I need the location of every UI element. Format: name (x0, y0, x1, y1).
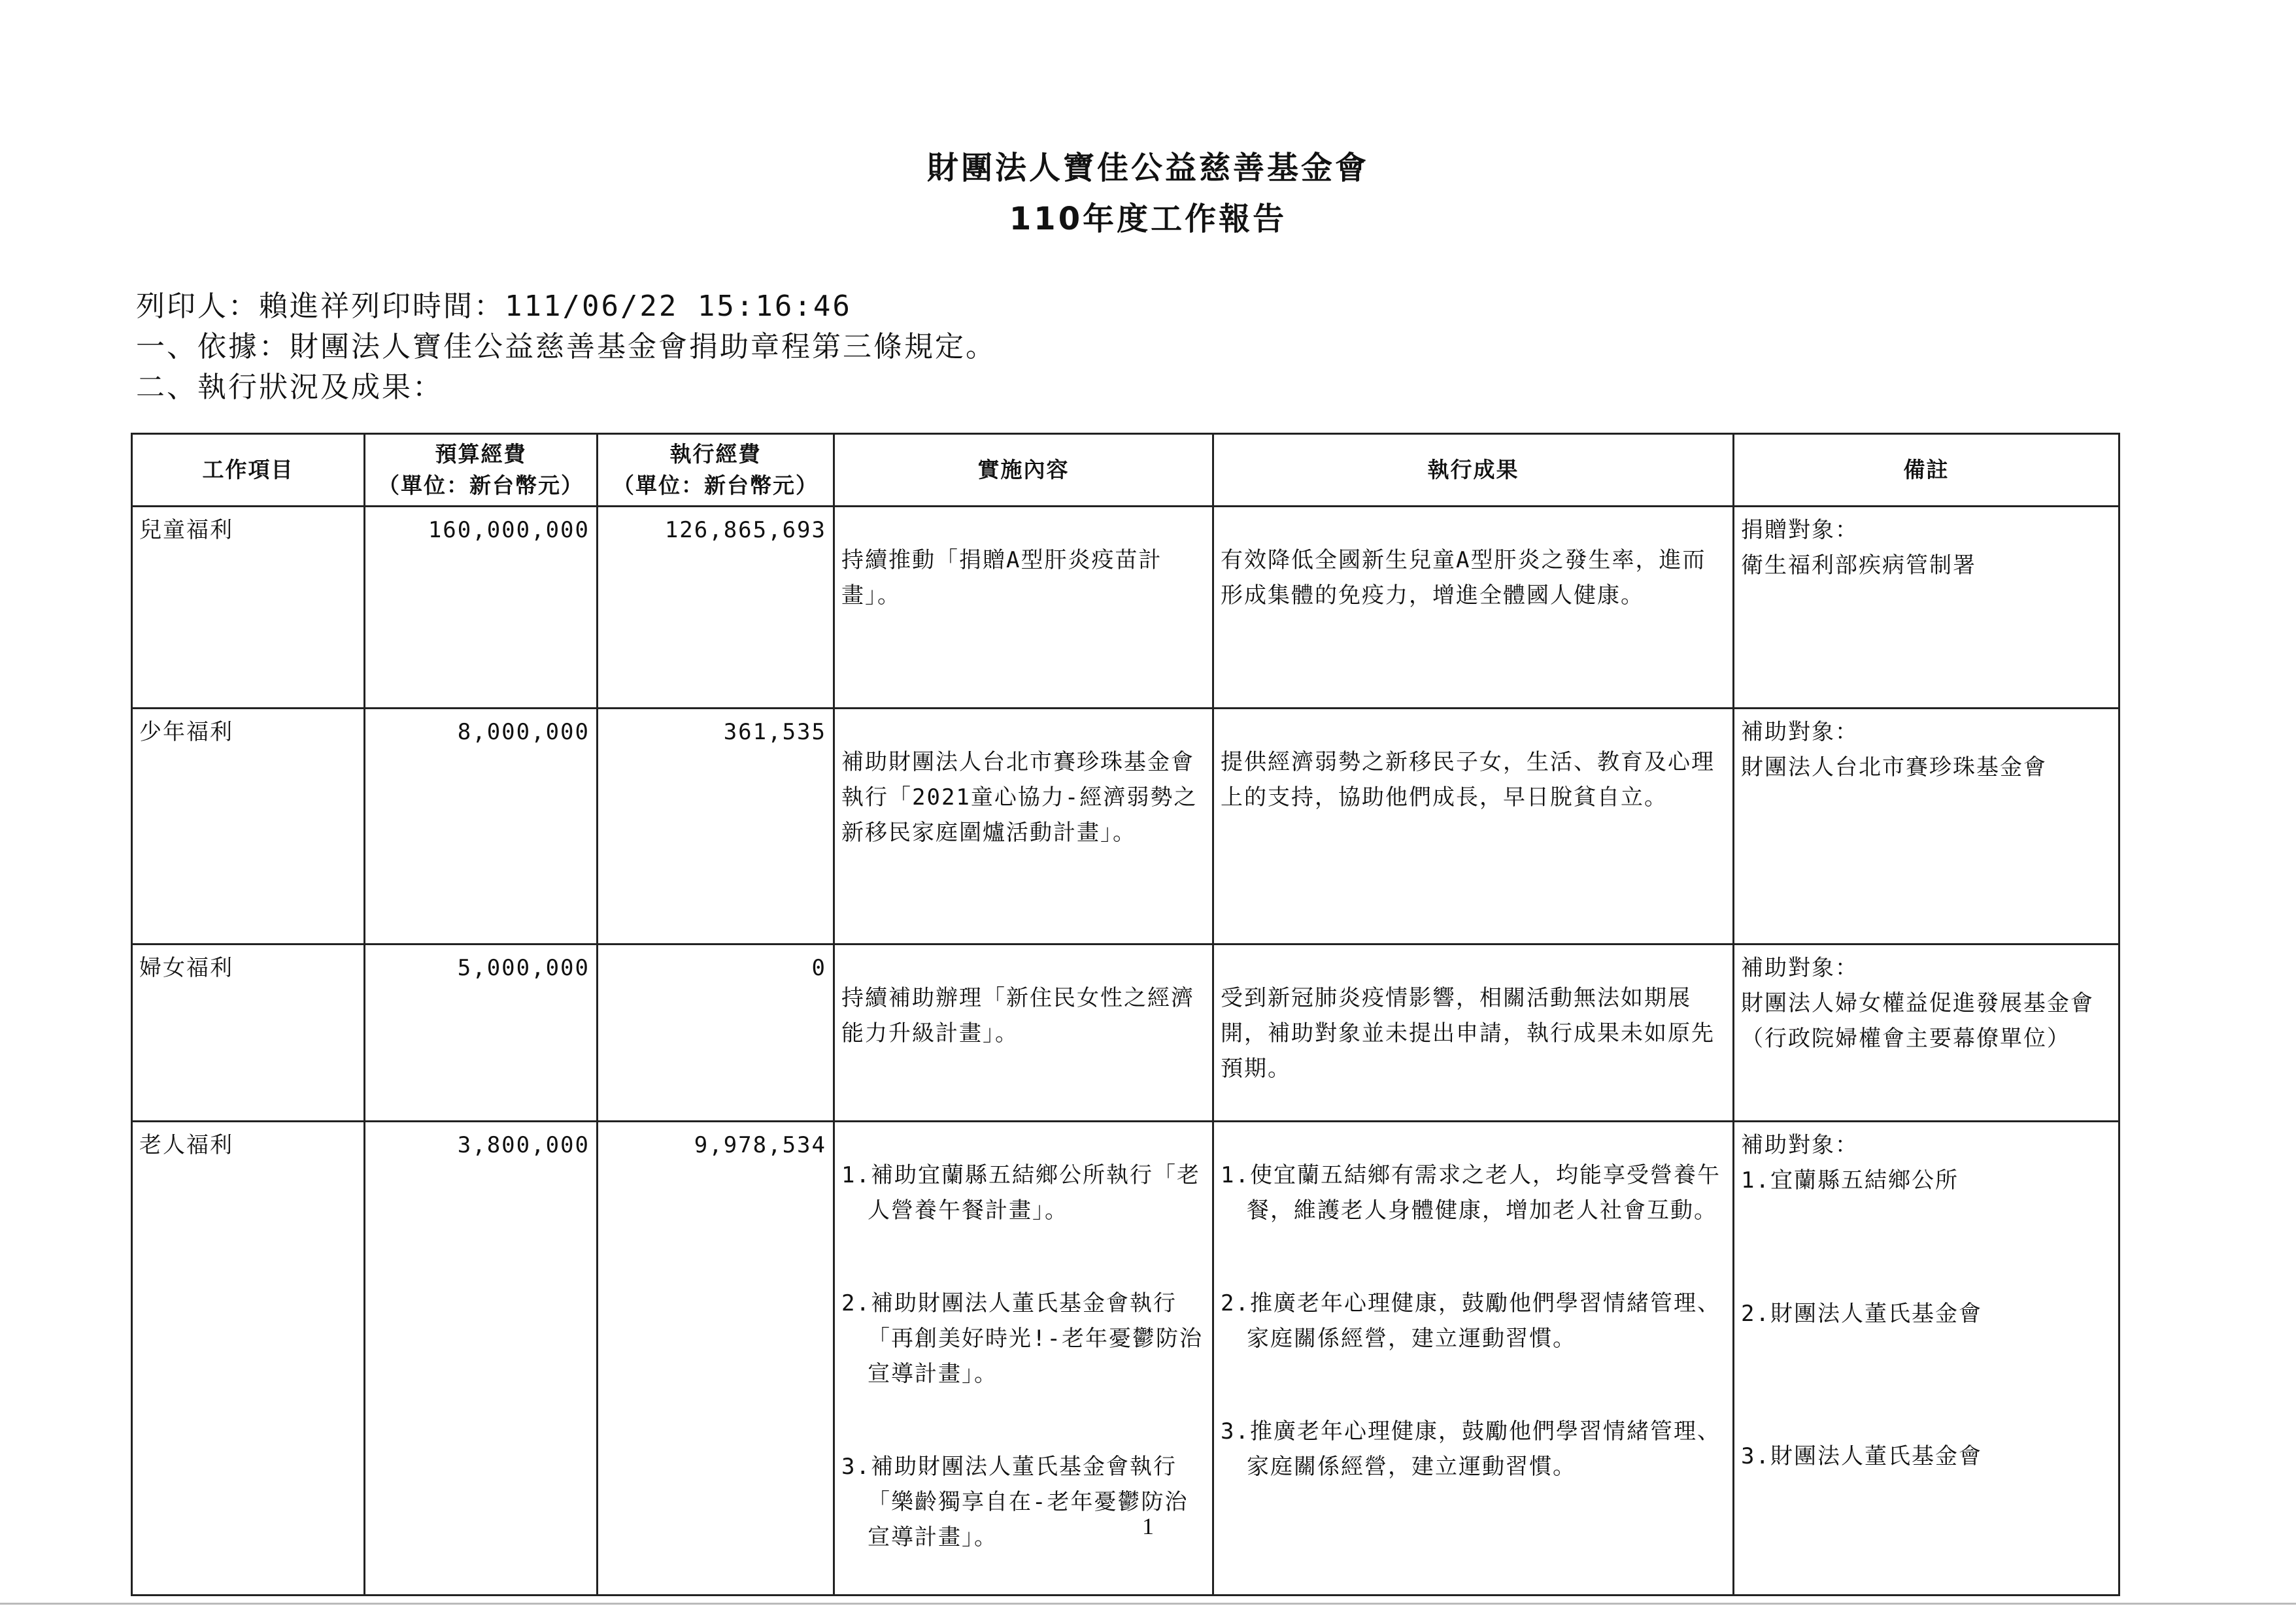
result-cell: 有效降低全國新生兒童A型肝炎之發生率，進而形成集體的免疫力，增進全體國人健康。 (1213, 507, 1734, 709)
content-cell: 持續補助辦理「新住民女性之經濟能力升級計畫」。 (834, 944, 1213, 1122)
note-cell (1734, 709, 2119, 944)
budget-cell: 5,000,000 (365, 944, 598, 1122)
spent-cell: 126,865,693 (598, 507, 834, 709)
result-subitem: 3.推廣老年心理健康，鼓勵他們學習情緒管理、家庭關係經營，建立運動習慣。 (1221, 1418, 1721, 1480)
org-title: 財團法人寶佳公益慈善基金會 (926, 150, 1369, 186)
result-cell: 提供經濟弱勢之新移民子女，生活、教育及心理上的支持，協助他們成長，早日脫貧自立。 (1213, 709, 1734, 944)
budget-cell: 3,800,000 (365, 1122, 598, 1596)
item-cell: 老人福利 (132, 1122, 365, 1596)
header-item: 工作項目 (132, 434, 365, 507)
table-header-row (132, 434, 2119, 507)
report-title: 110年度工作報告 (1009, 201, 1287, 237)
note-text: 衛生福利部疾病管制署 (1741, 552, 1976, 578)
basis-line: 一、依據：財團法人寶佳公益慈善基金會捐助章程第三條規定。 (136, 330, 996, 363)
note-subitem: 1.宜蘭縣五結鄉公所 (1741, 1167, 1959, 1194)
header-result: 執行成果 (1213, 434, 1734, 507)
result-subitem: 1.使宜蘭五結鄉有需求之老人，均能享受營養午餐，維護老人身體健康，增加老人社會互動。 (1221, 1162, 1721, 1224)
spent-cell: 9,978,534 (598, 1122, 834, 1596)
header-content: 實施內容 (834, 434, 1213, 507)
note-cell (1734, 944, 2119, 1122)
note-label: 捐贈對象： (1741, 517, 1859, 543)
spent-cell: 361,535 (598, 709, 834, 944)
header-spent: 執行經費 （單位：新台幣元） (598, 434, 834, 507)
result-cell: 受到新冠肺炎疫情影響，相關活動無法如期展開，補助對象並未提出申請，執行成果未如原先預期。 (1213, 944, 1734, 1122)
note-label: 補助對象： (1741, 1132, 1859, 1158)
table-row (132, 709, 2119, 944)
content-cell: 補助財團法人台北市賽珍珠基金會執行「2021童心協力-經濟弱勢之新移民家庭圍爐活動計畫」。 (834, 709, 1213, 944)
note-cell (1734, 507, 2119, 709)
section-heading: 二、執行狀況及成果： (136, 371, 443, 404)
budget-cell: 160,000,000 (365, 507, 598, 709)
item-cell: 兒童福利 (132, 507, 365, 709)
item-cell: 少年福利 (132, 709, 365, 944)
table-row (132, 507, 2119, 709)
table-row (132, 944, 2119, 1122)
work-report-table (131, 433, 2120, 1596)
page-number: 1 (1142, 1513, 1154, 1539)
note-label: 補助對象： (1741, 719, 1859, 745)
print-info-line: 列印人：賴進祥列印時間：111/06/22 15:16:46 (136, 290, 852, 323)
item-cell: 婦女福利 (132, 944, 365, 1122)
content-cell: 持續推動「捐贈A型肝炎疫苗計畫」。 (834, 507, 1213, 709)
spent-cell: 0 (598, 944, 834, 1122)
note-subitem: 3.財團法人董氏基金會 (1741, 1443, 1982, 1469)
content-subitem: 3.補助財團法人董氏基金會執行「樂齡獨享自在-老年憂鬱防治宣導計畫」。 (841, 1454, 1189, 1550)
content-subitem: 2.補助財團法人董氏基金會執行「再創美好時光!-老年憂鬱防治宣導計畫」。 (841, 1290, 1203, 1387)
note-label: 補助對象： (1741, 955, 1859, 981)
result-subitem: 2.推廣老年心理健康，鼓勵他們學習情緒管理、家庭關係經營，建立運動習慣。 (1221, 1290, 1721, 1352)
footer-rule (0, 1603, 2296, 1605)
header-budget: 預算經費 （單位：新台幣元） (365, 434, 598, 507)
content-subitem: 1.補助宜蘭縣五結鄉公所執行「老人營養午餐計畫」。 (841, 1162, 1200, 1224)
note-text: 財團法人台北市賽珍珠基金會 (1741, 754, 2047, 780)
note-text: 財團法人婦女權益促進發展基金會（行政院婦權會主要幕僚單位） (1741, 990, 2094, 1052)
budget-cell: 8,000,000 (365, 709, 598, 944)
note-subitem: 2.財團法人董氏基金會 (1741, 1301, 1982, 1327)
header-note: 備註 (1734, 434, 2119, 507)
